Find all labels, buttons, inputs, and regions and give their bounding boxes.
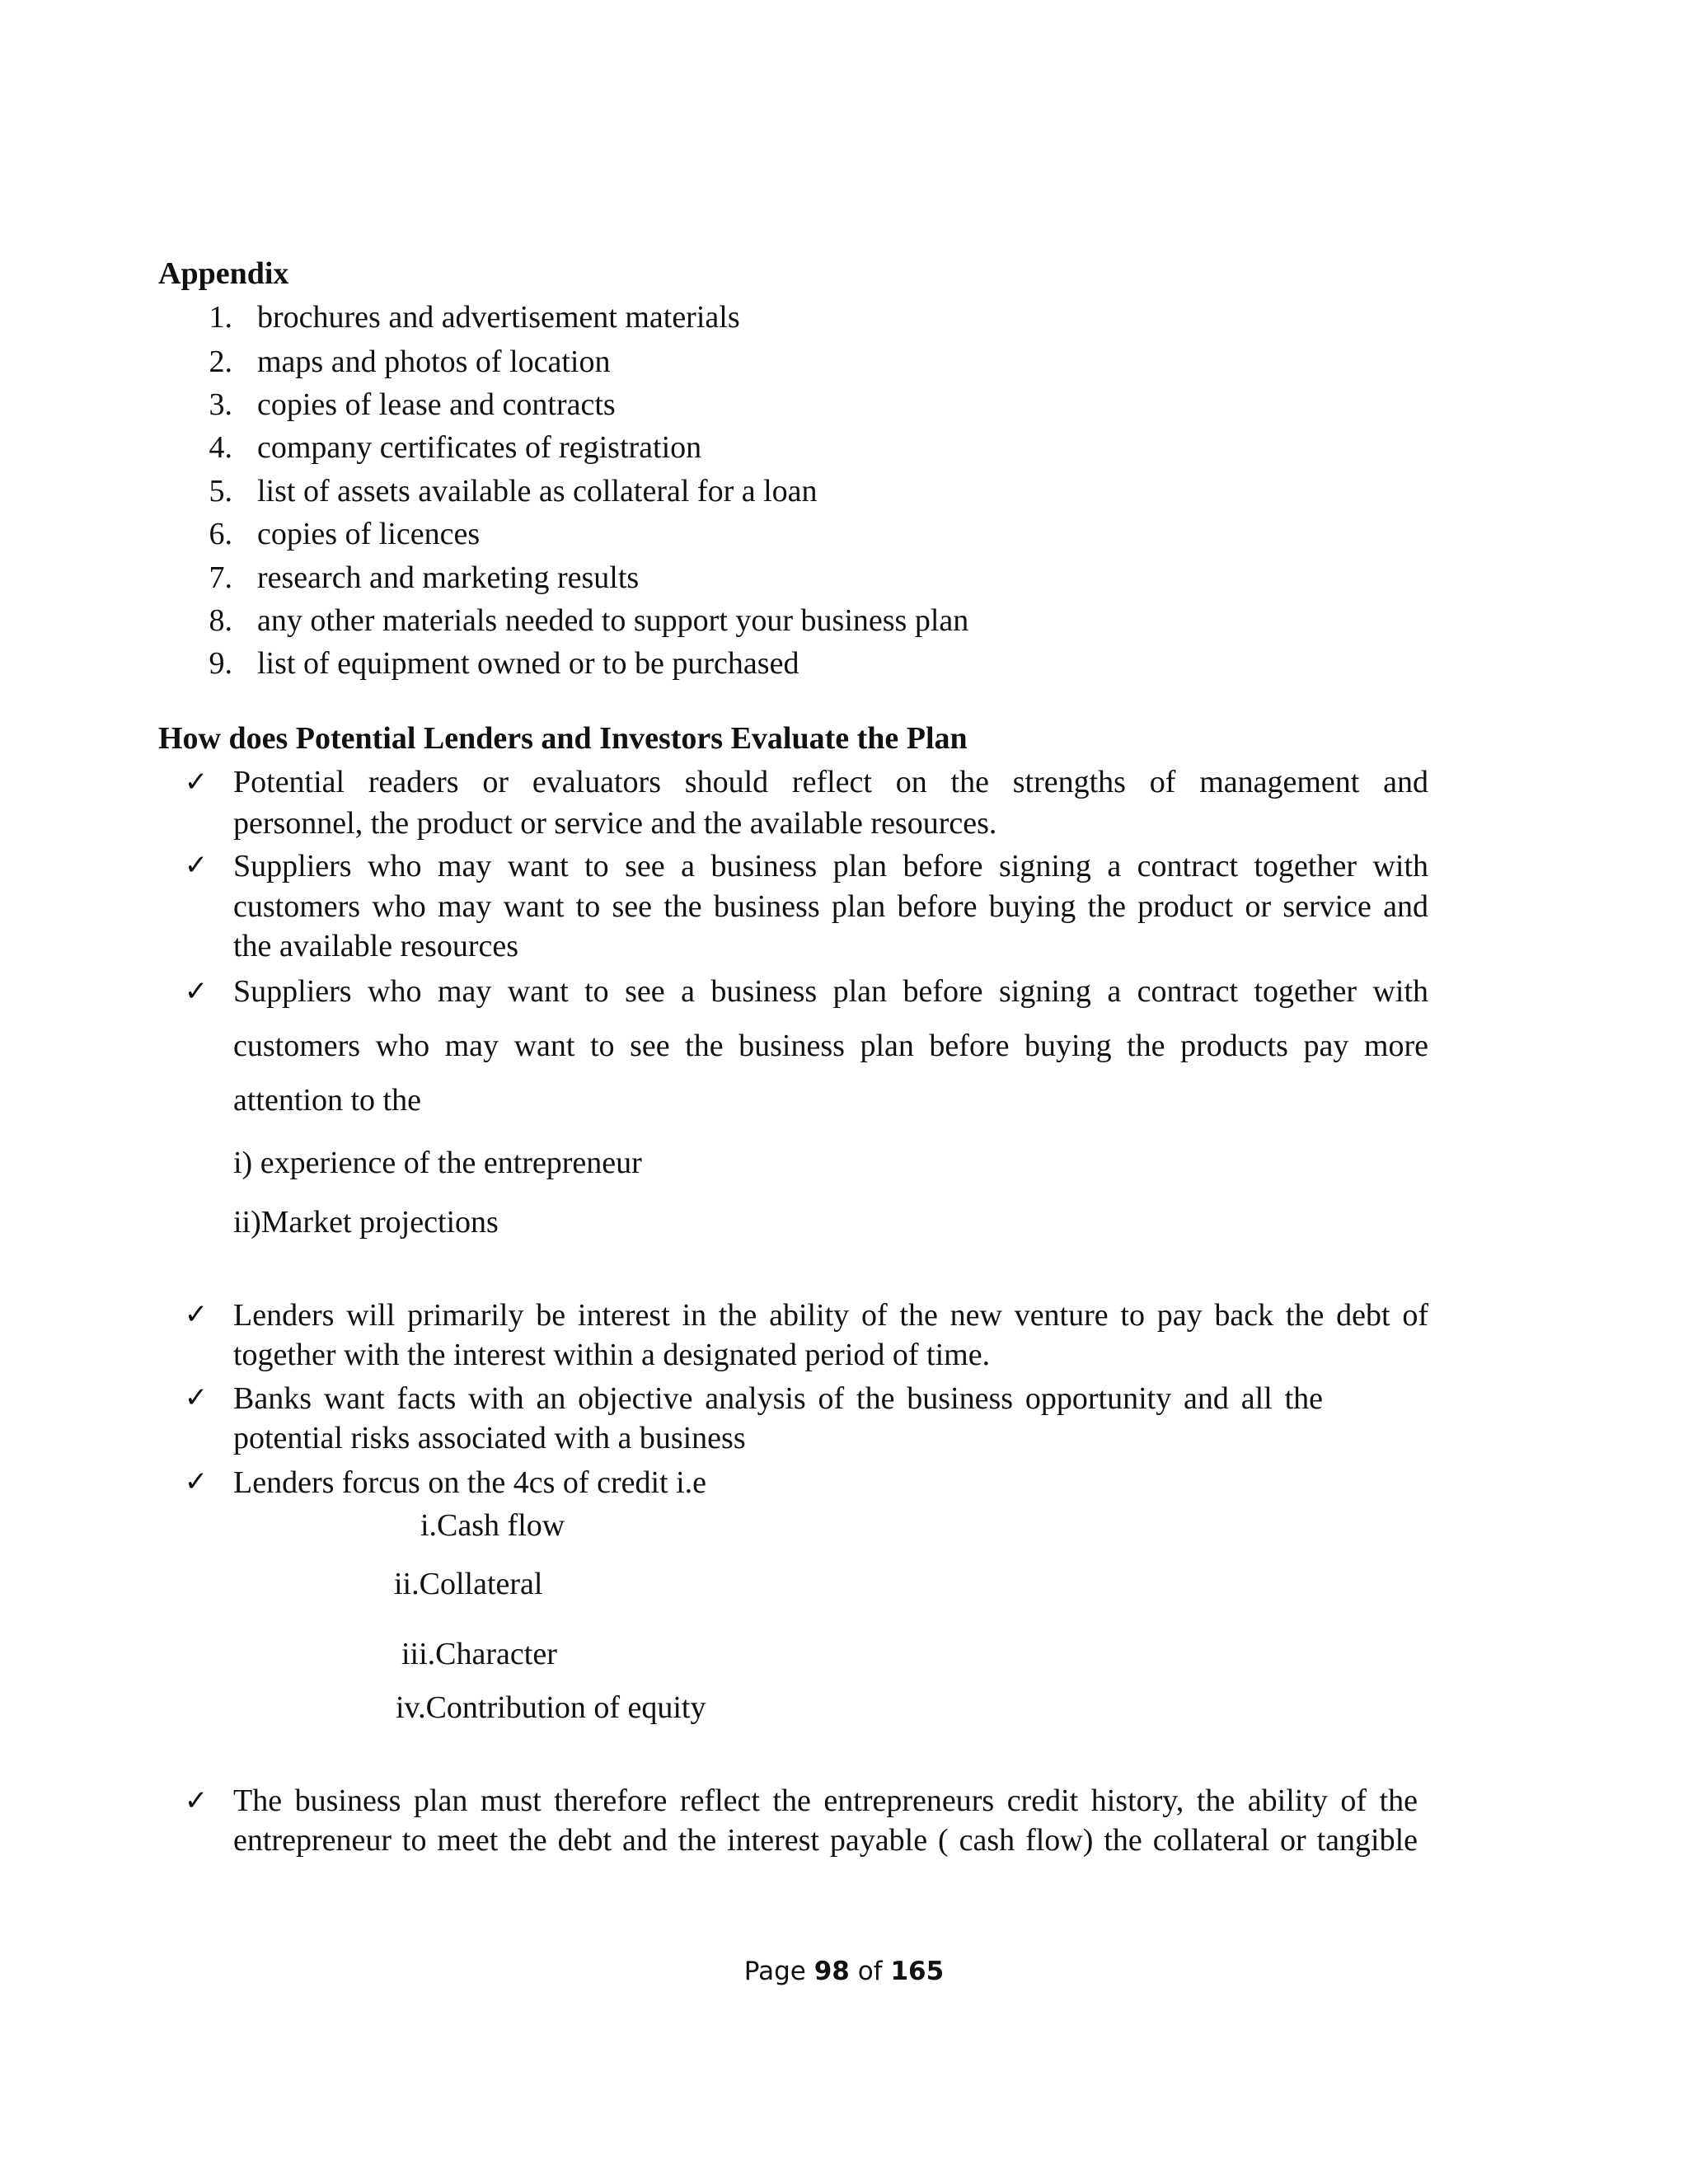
bullet-line: entrepreneur to meet the debt and the interest payable ( cash flow) the collateral or tangible <box>233 1823 1418 1858</box>
list-item: company certificates of registration <box>257 430 702 465</box>
list-item: list of assets available as collateral for a loan <box>257 474 818 509</box>
bullet-line: Lenders forcus on the 4cs of credit i.e <box>233 1465 707 1500</box>
list-number: 8. <box>209 603 232 638</box>
page-of: of <box>857 1957 883 1986</box>
bullet-line: personnel, the product or service and the available resources. <box>233 806 997 841</box>
bullet-line: the available resources <box>233 929 519 963</box>
credit-item: i.Cash flow <box>420 1508 565 1543</box>
bullet-line: The business plan must therefore reflect the entrepreneurs credit history, the ability of the <box>233 1783 1418 1818</box>
check-icon: ✓ <box>184 975 209 1008</box>
bullet-line: customers who may want to see the business plan before buying the product or service and <box>233 889 1428 924</box>
list-item: list of equipment owned or to be purchased <box>257 646 799 681</box>
credit-item: iii.Character <box>401 1637 557 1671</box>
bullet-line: Banks want facts with an objective analysis of the business opportunity and all the <box>233 1381 1323 1416</box>
check-icon: ✓ <box>184 849 209 882</box>
credit-item: iv.Contribution of equity <box>396 1690 706 1725</box>
credit-item: ii.Collateral <box>394 1567 543 1601</box>
page-total: 165 <box>890 1957 945 1986</box>
bullet-line: Suppliers who may want to see a business plan before signing a contract together with <box>233 849 1428 883</box>
check-icon: ✓ <box>184 1381 209 1414</box>
list-number: 6. <box>209 517 232 551</box>
bullet-line: potential risks associated with a business <box>233 1421 746 1455</box>
evaluation-heading: How does Potential Lenders and Investors Evaluate the Plan <box>158 721 968 756</box>
list-number: 5. <box>209 474 232 509</box>
bullet-line: together with the interest within a designated period of time. <box>233 1338 991 1372</box>
bullet-line: attention to the <box>233 1083 421 1118</box>
list-number: 1. <box>209 300 232 335</box>
list-item: any other materials needed to support your business plan <box>257 603 969 638</box>
list-number: 3. <box>209 387 232 422</box>
check-icon: ✓ <box>184 1298 209 1331</box>
list-item: maps and photos of location <box>257 344 611 379</box>
bullet-line: Potential readers or evaluators should reflect on the strengths of management and <box>233 765 1428 799</box>
list-item: brochures and advertisement materials <box>257 300 740 335</box>
sub-item: ii)Market projections <box>233 1205 499 1240</box>
sub-item: i) experience of the entrepreneur <box>233 1146 642 1180</box>
page-number <box>0 1957 1688 1986</box>
page-current: 98 <box>814 1957 850 1986</box>
bullet-line: Lenders will primarily be interest in the ability of the new venture to pay back the debt of <box>233 1298 1428 1333</box>
list-number: 4. <box>209 430 232 465</box>
check-icon: ✓ <box>184 1465 209 1498</box>
list-number: 2. <box>209 344 232 379</box>
check-icon: ✓ <box>184 766 209 799</box>
bullet-line: customers who may want to see the business plan before buying the products pay more <box>233 1029 1428 1063</box>
list-number: 7. <box>209 560 232 595</box>
check-icon: ✓ <box>184 1784 209 1817</box>
list-number: 9. <box>209 646 232 681</box>
page-label: Page <box>743 1957 806 1986</box>
list-item: copies of lease and contracts <box>257 387 616 422</box>
list-item: research and marketing results <box>257 560 640 595</box>
bullet-line: Suppliers who may want to see a business plan before signing a contract together with <box>233 974 1428 1009</box>
list-item: copies of licences <box>257 517 481 551</box>
appendix-heading: Appendix <box>158 256 289 291</box>
